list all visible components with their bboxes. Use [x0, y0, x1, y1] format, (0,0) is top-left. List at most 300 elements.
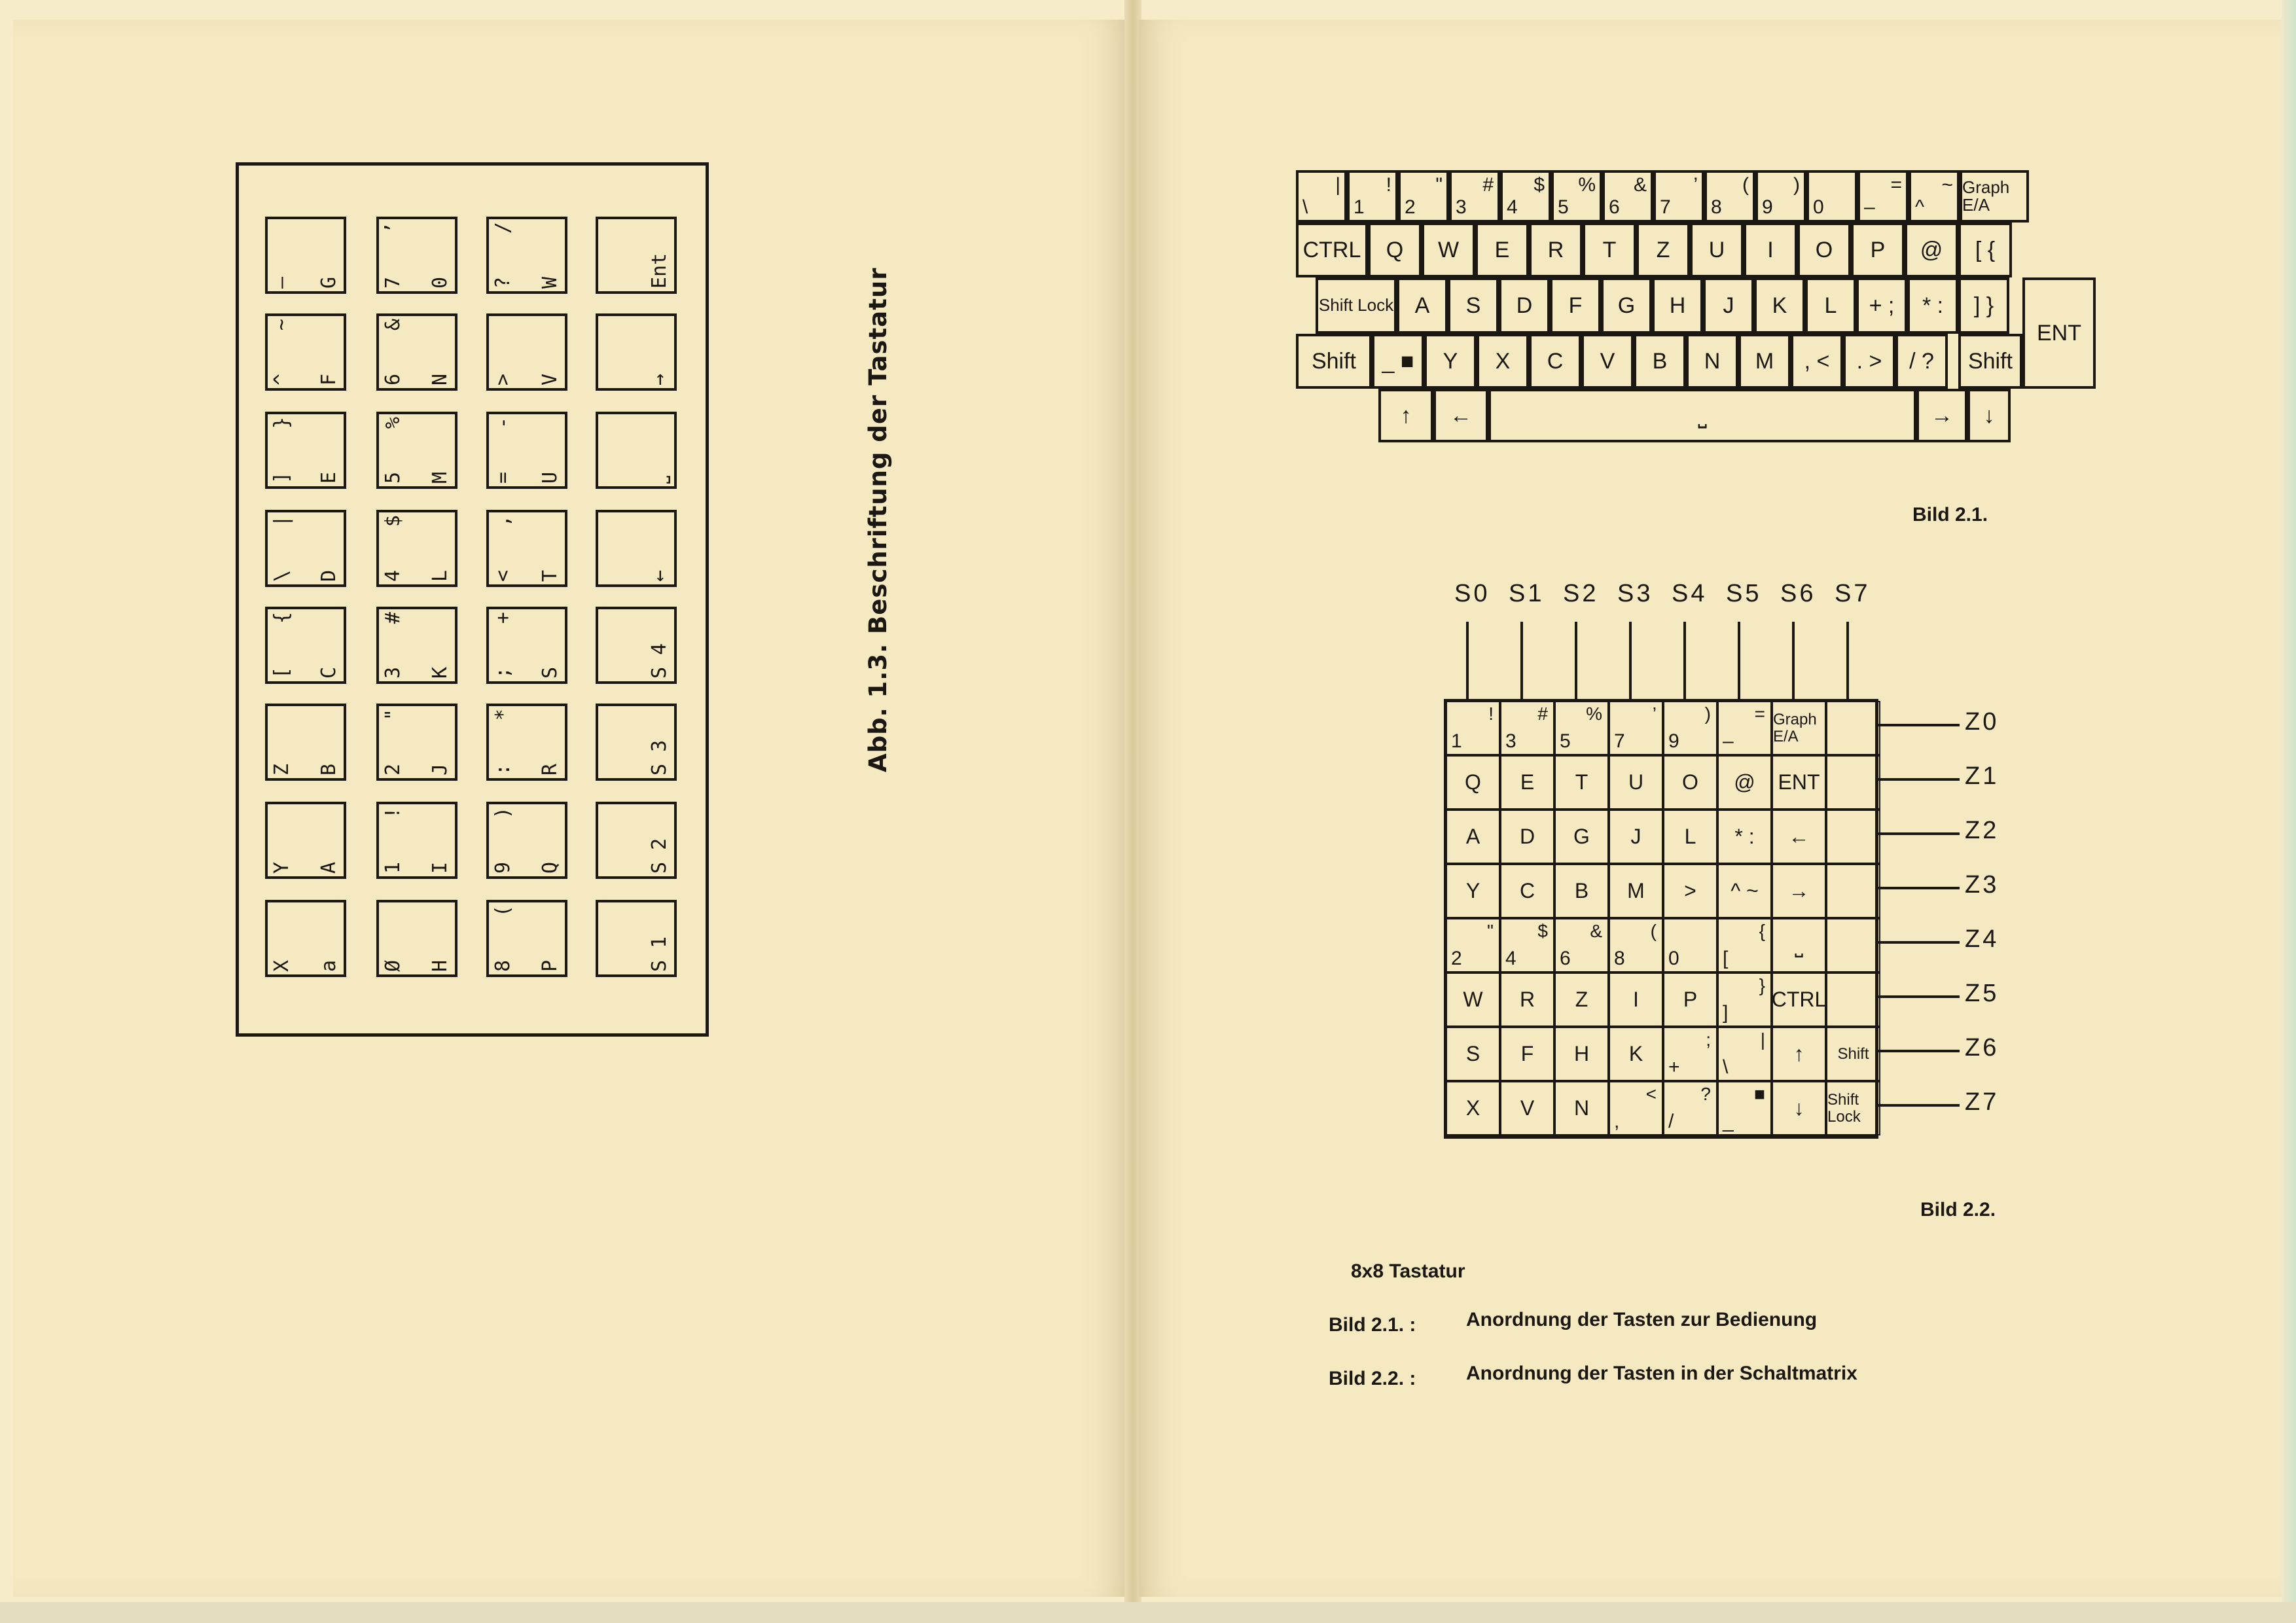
matrix-cell — [1500, 1081, 1554, 1135]
left-key-label-group — [267, 704, 344, 781]
matrix-cell-lower: 2 — [1451, 948, 1462, 969]
matrix-cell-lower: _ — [1723, 1111, 1734, 1132]
key-lower-label: – — [1864, 196, 1875, 218]
left-key-label: + — [492, 612, 514, 624]
left-key-label: E — [317, 471, 340, 484]
matrix-cell-upper: ? — [1700, 1084, 1711, 1104]
left-key-label-group — [378, 412, 456, 489]
matrix-cell-label: Z — [1575, 988, 1588, 1011]
matrix-column-label: S2 — [1563, 580, 1599, 607]
left-key-label: % — [382, 417, 404, 429]
matrix-cell — [1826, 755, 1880, 810]
left-key[interactable] — [596, 412, 677, 489]
left-key-label-group — [488, 802, 565, 879]
matrix-cell — [1772, 1027, 1826, 1081]
matrix-cell — [1663, 918, 1717, 972]
matrix-cell — [1663, 972, 1717, 1027]
matrix-cell-label: H — [1573, 1042, 1590, 1065]
matrix-cell-lower: \ — [1723, 1056, 1729, 1078]
key-label: ↑ — [1400, 402, 1412, 428]
left-key[interactable] — [596, 217, 677, 294]
key-row4[interactable] — [1791, 334, 1843, 389]
matrix-cell-label: ← — [1788, 825, 1810, 848]
matrix-cell-label: B — [1574, 879, 1589, 902]
left-key-label: Ent — [648, 253, 671, 289]
shift-key-left[interactable] — [1296, 334, 1372, 389]
left-key-label: 8 — [492, 959, 514, 972]
cursor-down-key[interactable] — [1967, 389, 2011, 442]
matrix-cell-lower: – — [1723, 730, 1734, 752]
matrix-cell — [1609, 1027, 1663, 1081]
left-key-label: | — [270, 515, 293, 527]
matrix-cell-label — [1827, 974, 1879, 1026]
key-label: L — [1824, 293, 1837, 318]
ent-key[interactable] — [2022, 277, 2096, 389]
matrix-cell — [1772, 810, 1826, 864]
key-row4[interactable] — [1895, 334, 1948, 389]
key-row2[interactable] — [1529, 223, 1583, 277]
matrix-cell-label: X — [1465, 1096, 1480, 1120]
matrix-cell-label — [1827, 702, 1879, 754]
key-row2[interactable] — [1958, 223, 2012, 277]
matrix-row-label: Z4 — [1965, 925, 2000, 953]
matrix-row-label: Z5 — [1965, 980, 2000, 1007]
key-row2[interactable] — [1475, 223, 1529, 277]
matrix-cell-upper: | — [1760, 1029, 1765, 1050]
left-key-label: 4 — [382, 569, 404, 582]
matrix-row-line — [1878, 995, 1960, 998]
left-key-label: ! — [382, 807, 404, 819]
matrix-column-label: S1 — [1509, 580, 1545, 607]
matrix-cell — [1772, 701, 1826, 755]
left-key[interactable] — [376, 412, 457, 489]
key-label: ENT — [2037, 320, 2081, 346]
left-key-label: U — [539, 471, 562, 484]
left-key-label: ← — [648, 569, 671, 582]
left-key-label: - — [492, 417, 514, 429]
left-key-label: L — [429, 569, 452, 582]
left-key[interactable] — [486, 704, 567, 781]
key-row2[interactable] — [1797, 223, 1851, 277]
left-key-label: \ — [270, 569, 293, 582]
matrix-cell — [1663, 1081, 1717, 1135]
key-row2[interactable] — [1851, 223, 1905, 277]
matrix-cell-label: U — [1628, 770, 1644, 794]
left-key[interactable] — [596, 510, 677, 587]
matrix-cell — [1663, 864, 1717, 918]
matrix-row-line — [1878, 1050, 1960, 1052]
shift-lock-key[interactable] — [1316, 277, 1397, 334]
left-key[interactable] — [265, 510, 346, 587]
matrix-cell-lower: 7 — [1614, 730, 1625, 752]
key-row4[interactable] — [1843, 334, 1895, 389]
left-key-label-group — [378, 704, 456, 781]
key-label: H — [1669, 293, 1686, 318]
matrix-cell — [1663, 701, 1717, 755]
matrix-cell — [1554, 864, 1609, 918]
key-row3[interactable] — [1805, 277, 1856, 334]
matrix-cell-label: W — [1463, 988, 1483, 1011]
matrix-cell — [1772, 755, 1826, 810]
left-key-label: ; — [492, 666, 514, 679]
figure-caption-abb-1-3: Abb. 1.3. Beschriftung der Tastatur — [864, 267, 892, 772]
key-row2[interactable] — [1368, 223, 1422, 277]
left-key-label: C — [317, 666, 340, 679]
left-key-label-group — [598, 607, 675, 684]
key-row3[interactable] — [1754, 277, 1805, 334]
matrix-cell-upper: } — [1759, 975, 1765, 995]
left-key[interactable] — [265, 412, 346, 489]
left-key[interactable] — [376, 510, 457, 587]
key-lower-label: ^ — [1915, 196, 1925, 218]
key-row1[interactable] — [1755, 170, 1806, 223]
matrix-cell-upper: $ — [1537, 921, 1548, 941]
matrix-column-line — [1520, 622, 1523, 700]
matrix-cell — [1826, 972, 1880, 1027]
left-key-label: " — [382, 709, 404, 721]
left-key-label: a — [317, 959, 340, 972]
left-key[interactable] — [376, 704, 457, 781]
key-row4[interactable] — [1686, 334, 1738, 389]
left-key[interactable] — [265, 900, 346, 977]
matrix-cell-lower: 3 — [1505, 730, 1516, 752]
left-key[interactable] — [376, 900, 457, 977]
matrix-column-label: S3 — [1617, 580, 1653, 607]
matrix-cell-label: S — [1465, 1042, 1480, 1065]
key-row1[interactable] — [1296, 170, 1347, 223]
matrix-cell — [1500, 1027, 1554, 1081]
matrix-cell — [1609, 972, 1663, 1027]
key-row1[interactable] — [1551, 170, 1602, 223]
key-label: ] } — [1973, 293, 1994, 318]
matrix-cell-label: K — [1628, 1042, 1643, 1065]
left-key[interactable] — [486, 412, 567, 489]
left-key-label-group — [488, 607, 565, 684]
key-row3[interactable] — [1499, 277, 1550, 334]
matrix-cell-label: N — [1573, 1096, 1590, 1120]
key-row2[interactable] — [1690, 223, 1744, 277]
left-key[interactable] — [376, 607, 457, 684]
matrix-cell-label: ↓ — [1793, 1096, 1804, 1120]
key-row3[interactable] — [1601, 277, 1652, 334]
matrix-row-label: Z3 — [1965, 871, 2000, 899]
left-key[interactable] — [265, 704, 346, 781]
matrix-cell — [1554, 755, 1609, 810]
matrix-cell-lower: , — [1614, 1111, 1620, 1132]
key-matrix-bild-2-2 — [1444, 699, 1878, 1139]
matrix-column-label: S6 — [1780, 580, 1816, 607]
matrix-cell — [1826, 810, 1880, 864]
key-row1[interactable] — [1398, 170, 1449, 223]
left-key[interactable] — [596, 704, 677, 781]
matrix-cell-upper: & — [1590, 921, 1602, 941]
left-key[interactable] — [596, 802, 677, 879]
left-key-label-group — [267, 412, 344, 489]
matrix-row-label: Z1 — [1965, 762, 2000, 790]
left-key[interactable] — [596, 313, 677, 391]
key-lower-label: 6 — [1609, 196, 1620, 218]
left-key-label: { — [270, 612, 293, 624]
matrix-column-label: S4 — [1672, 580, 1708, 607]
key-lower-label: 8 — [1711, 196, 1722, 218]
left-key-label-group — [267, 607, 344, 684]
key-row1[interactable] — [1704, 170, 1755, 223]
key-upper-label: " — [1435, 174, 1443, 196]
matrix-cell — [1500, 918, 1554, 972]
matrix-row-label: Z2 — [1965, 817, 2000, 844]
left-key-label: > — [492, 373, 514, 385]
left-key-label: X — [270, 959, 293, 972]
left-key-label: ~ — [270, 319, 293, 331]
left-key[interactable] — [486, 900, 567, 977]
matrix-row-line — [1878, 1104, 1960, 1107]
cursor-left-key[interactable] — [1433, 389, 1488, 442]
matrix-cell — [1609, 864, 1663, 918]
key-row4[interactable] — [1581, 334, 1634, 389]
matrix-cell-label: E — [1520, 770, 1535, 794]
key-label: Shift — [1311, 348, 1357, 374]
left-key-label: & — [382, 319, 404, 331]
key-lower-label: 1 — [1354, 196, 1365, 218]
left-key[interactable] — [486, 313, 567, 391]
key-label: S — [1465, 293, 1481, 318]
key-row3[interactable] — [1397, 277, 1448, 334]
left-key[interactable] — [376, 802, 457, 879]
left-key[interactable] — [376, 217, 457, 294]
key-row1[interactable] — [1806, 170, 1857, 223]
left-key-label: H — [429, 959, 452, 972]
key-row2[interactable] — [1636, 223, 1690, 277]
left-key[interactable] — [265, 217, 346, 294]
matrix-cell-label: C — [1519, 879, 1535, 902]
left-key-label: 6 — [382, 373, 404, 385]
matrix-column-line — [1792, 622, 1795, 700]
left-key[interactable] — [376, 313, 457, 391]
matrix-cell — [1554, 701, 1609, 755]
left-key-label: 5 — [382, 471, 404, 484]
matrix-cell-label: @ — [1734, 770, 1755, 794]
left-key-label: R — [539, 763, 562, 776]
matrix-cell — [1446, 1027, 1500, 1081]
key-row1[interactable] — [1602, 170, 1653, 223]
matrix-cell — [1500, 810, 1554, 864]
key-row1[interactable] — [1500, 170, 1551, 223]
key-label: * : — [1922, 293, 1944, 318]
key-label: G — [1617, 293, 1636, 318]
key-label: F — [1568, 293, 1583, 318]
left-key-label: , — [492, 515, 514, 527]
key-label: K — [1772, 293, 1787, 318]
left-key-label: 1 — [382, 861, 404, 874]
key-row3[interactable] — [1652, 277, 1703, 334]
left-key-label: → — [648, 373, 671, 385]
key-row2[interactable] — [1905, 223, 1958, 277]
left-key-label: W — [539, 276, 562, 289]
matrix-cell-upper: ; — [1706, 1029, 1711, 1050]
key-label: ← — [1450, 402, 1472, 428]
key-label: U — [1708, 237, 1725, 262]
key-row1[interactable] — [1347, 170, 1398, 223]
matrix-column-line — [1466, 622, 1469, 700]
matrix-cell — [1446, 1081, 1500, 1135]
left-key-label-group — [488, 900, 565, 977]
key-upper-label: $ — [1534, 174, 1545, 196]
key-upper-label: & — [1633, 174, 1647, 196]
left-key[interactable] — [265, 607, 346, 684]
left-key[interactable] — [596, 900, 677, 977]
key-label: X — [1495, 348, 1511, 374]
matrix-cell-label: Shift Lock — [1827, 1091, 1861, 1126]
matrix-cell-label: G — [1573, 825, 1590, 848]
key-label: [ { — [1975, 237, 1996, 262]
matrix-cell — [1717, 1027, 1772, 1081]
matrix-cell-label: J — [1630, 825, 1641, 848]
left-key-label-group — [598, 510, 675, 587]
left-key-label: A — [317, 861, 340, 874]
matrix-cell-label: V — [1520, 1096, 1535, 1120]
matrix-column-line — [1738, 622, 1740, 700]
key-row4[interactable] — [1372, 334, 1424, 389]
matrix-row-label: Z0 — [1965, 708, 2000, 736]
matrix-cell — [1717, 918, 1772, 972]
note-2-text: Anordnung der Tasten in der Schaltmatrix — [1466, 1363, 1857, 1384]
key-upper-label: # — [1482, 174, 1494, 196]
key-row3[interactable] — [1703, 277, 1754, 334]
left-key-label-group — [598, 217, 675, 294]
left-key-label-group — [378, 607, 456, 684]
matrix-cell — [1500, 755, 1554, 810]
left-key-label: / — [492, 222, 514, 234]
matrix-cell-lower: + — [1668, 1056, 1680, 1078]
key-row3[interactable] — [1550, 277, 1601, 334]
matrix-cell-label: Q — [1465, 770, 1481, 794]
left-key-label: Q — [539, 861, 562, 874]
left-key-label: – — [270, 276, 293, 289]
key-label: B — [1652, 348, 1668, 374]
key-row4[interactable] — [1529, 334, 1581, 389]
shift-key-right[interactable] — [1958, 334, 2022, 389]
matrix-cell-label: R — [1519, 988, 1535, 1011]
key-row4[interactable] — [1477, 334, 1529, 389]
matrix-cell-label: * : — [1734, 825, 1755, 848]
matrix-cell-label: ^ ~ — [1731, 879, 1759, 902]
left-key[interactable] — [486, 802, 567, 879]
matrix-cell-label: Graph E/A — [1773, 711, 1817, 745]
key-row3[interactable] — [1448, 277, 1499, 334]
matrix-cell-upper: # — [1537, 704, 1548, 724]
matrix-cell — [1663, 1027, 1717, 1081]
left-key-label-group — [598, 704, 675, 781]
matrix-cell-lower: 0 — [1668, 948, 1679, 969]
matrix-column-line — [1683, 622, 1686, 700]
left-key-label: } — [270, 417, 293, 429]
matrix-cell-label — [1827, 865, 1879, 917]
matrix-cell — [1609, 701, 1663, 755]
left-key-label-group — [267, 217, 344, 294]
key-label: Q — [1386, 237, 1404, 262]
left-key-label-group — [598, 900, 675, 977]
key-label: , < — [1804, 348, 1830, 374]
key-label: A — [1414, 293, 1430, 318]
key-row2[interactable] — [1744, 223, 1797, 277]
matrix-cell-upper: ’ — [1652, 704, 1657, 724]
left-key-label: V — [539, 373, 562, 385]
key-label: O — [1815, 237, 1833, 262]
left-key-label: ( — [492, 905, 514, 918]
matrix-cell — [1772, 1081, 1826, 1135]
matrix-cell-label: Y — [1465, 879, 1480, 902]
left-key[interactable] — [265, 802, 346, 879]
key-row1[interactable] — [1909, 170, 1960, 223]
key-row4[interactable] — [1738, 334, 1791, 389]
matrix-column-label: S0 — [1454, 580, 1490, 607]
left-key[interactable] — [486, 217, 567, 294]
key-lower-label: 2 — [1405, 196, 1416, 218]
left-key-label: * — [492, 709, 514, 721]
matrix-cell — [1500, 701, 1554, 755]
space-key[interactable] — [1488, 389, 1916, 442]
matrix-cell — [1609, 810, 1663, 864]
key-label: I — [1767, 237, 1774, 262]
matrix-cell — [1446, 972, 1500, 1027]
key-row3[interactable] — [1907, 277, 1958, 334]
left-key-label: Z — [270, 763, 293, 776]
graph-ea-key[interactable] — [1960, 170, 2029, 223]
key-label: D — [1516, 293, 1533, 318]
matrix-cell — [1663, 810, 1717, 864]
left-key[interactable] — [265, 313, 346, 391]
left-key-label-group — [267, 802, 344, 879]
matrix-cell-label — [1827, 811, 1879, 863]
key-lower-label: 3 — [1456, 196, 1467, 218]
matrix-column-line — [1629, 622, 1632, 700]
matrix-cell — [1609, 755, 1663, 810]
key-row1[interactable] — [1449, 170, 1500, 223]
left-key[interactable] — [486, 510, 567, 587]
left-key-label: ^ — [270, 373, 293, 385]
ctrl-key[interactable] — [1296, 223, 1368, 277]
matrix-cell-upper: < — [1645, 1084, 1657, 1104]
matrix-cell — [1446, 864, 1500, 918]
key-label: Graph E/A — [1962, 177, 2010, 215]
figure-label-bild-2-2: Bild 2.2. — [1920, 1199, 1996, 1221]
key-row3[interactable] — [1958, 277, 2009, 334]
left-key[interactable] — [486, 607, 567, 684]
key-label: Y — [1443, 348, 1458, 374]
key-row3[interactable] — [1856, 277, 1907, 334]
key-row2[interactable] — [1422, 223, 1475, 277]
key-upper-label: ( — [1742, 174, 1749, 196]
key-row2[interactable] — [1583, 223, 1636, 277]
matrix-row-label: Z7 — [1965, 1088, 2000, 1116]
matrix-cell-label: CTRL — [1771, 988, 1827, 1011]
key-row4[interactable] — [1424, 334, 1477, 389]
key-row4[interactable] — [1634, 334, 1686, 389]
matrix-cell-label: A — [1465, 825, 1480, 848]
key-row1[interactable] — [1653, 170, 1704, 223]
cursor-up-key[interactable] — [1378, 389, 1433, 442]
matrix-cell — [1500, 972, 1554, 1027]
key-row1[interactable] — [1857, 170, 1909, 223]
left-key-label-group — [267, 900, 344, 977]
key-lower-label: 5 — [1558, 196, 1569, 218]
matrix-cell-upper: " — [1487, 921, 1494, 941]
matrix-cell-label: F — [1520, 1042, 1534, 1065]
left-key[interactable] — [596, 607, 677, 684]
matrix-cell-label: → — [1788, 879, 1810, 902]
key-label: W — [1437, 237, 1460, 262]
cursor-right-key[interactable] — [1916, 389, 1967, 442]
